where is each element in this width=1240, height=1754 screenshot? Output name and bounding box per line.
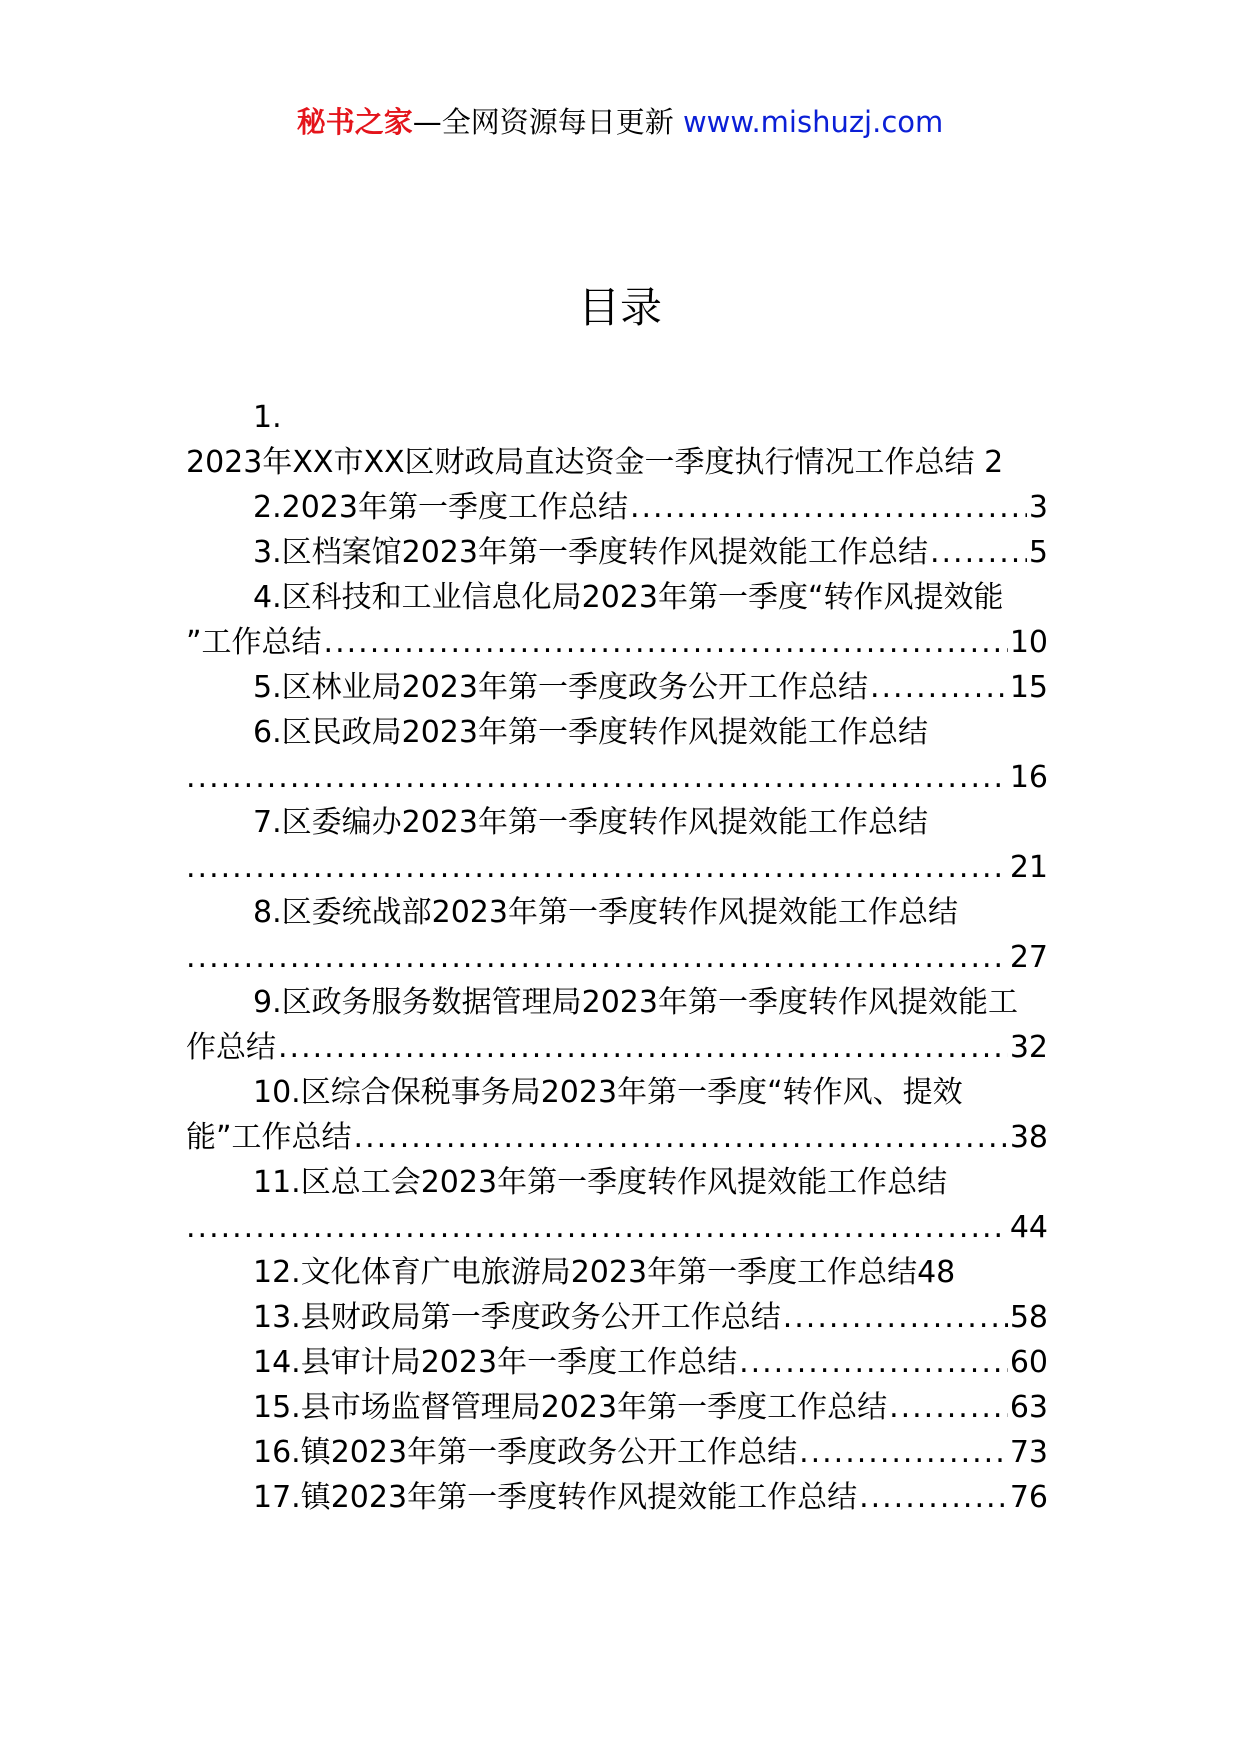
toc-entry-title-continued: ”工作总结 <box>186 625 322 660</box>
toc-leader-dots <box>859 1475 1008 1520</box>
toc-entry-line-2 <box>186 1205 1048 1250</box>
toc-entry-line-2 <box>186 935 1048 980</box>
toc-entry-title: 区林业局2023年第一季度政务公开工作总结 <box>281 670 868 705</box>
toc-entry-title: 区政务服务数据管理局2023年第一季度转作风提效能工 <box>281 985 1018 1020</box>
toc-entry-label: 8. <box>253 895 282 930</box>
toc-entry-8[interactable] <box>186 890 1048 980</box>
toc-entry-label: 2. <box>253 490 282 525</box>
toc-entry-label: 6. <box>253 715 282 750</box>
site-url-link[interactable]: www.mishuzj.com <box>682 105 944 139</box>
toc-entry-line-2 <box>186 1025 1048 1070</box>
toc-entry-14[interactable] <box>186 1340 1048 1385</box>
toc-entry-13[interactable] <box>186 1295 1048 1340</box>
toc-entry-label: 11. <box>253 1165 301 1200</box>
toc-entry-12[interactable] <box>186 1250 1048 1295</box>
toc-entry-page: 15 <box>1009 670 1048 705</box>
toc-leader-dots <box>739 1340 1008 1385</box>
toc-entry-page: 60 <box>1009 1345 1048 1380</box>
toc-entry-title: 2023年第一季度工作总结 <box>281 490 628 525</box>
toc-entry-title: 县市场监督管理局2023年第一季度工作总结 <box>300 1390 888 1425</box>
toc-entry-title: 县财政局第一季度政务公开工作总结 <box>300 1300 781 1335</box>
toc-entry-page: 27 <box>1009 940 1048 975</box>
toc-entry-label: 10. <box>253 1075 301 1110</box>
toc-entry-line-1 <box>186 800 1048 845</box>
toc-entry-line-1 <box>186 575 1048 620</box>
toc-entry-label: 15. <box>253 1390 301 1425</box>
toc-entry-title-continued: 能”工作总结 <box>186 1120 352 1155</box>
toc-entry-5[interactable] <box>186 665 1048 710</box>
site-header <box>0 100 1240 144</box>
toc-entry-line-1 <box>186 1070 1048 1115</box>
toc-entry-10[interactable] <box>186 1070 1048 1160</box>
toc-entry-title-continued: 作总结 <box>186 1030 276 1065</box>
toc-entry-page: 38 <box>1009 1120 1048 1155</box>
toc-entry-line-1 <box>186 980 1048 1025</box>
header-tagline: —全网资源每日更新 <box>412 105 674 139</box>
toc-entry-line-2 <box>186 620 1048 665</box>
toc-entry-title: 区总工会2023年第一季度转作风提效能工作总结 <box>300 1165 948 1200</box>
toc-leader-dots <box>870 665 1008 710</box>
toc-entry-label: 14. <box>253 1345 301 1380</box>
toc-entry-title: 2023年XX市XX区财政局直达资金一季度执行情况工作总结 <box>186 445 975 480</box>
toc-entry-title: 文化体育广电旅游局2023年第一季度工作总结 <box>300 1255 918 1290</box>
toc-leader-dots <box>186 1205 1008 1250</box>
toc-entry-page: 3 <box>1028 490 1048 525</box>
toc-entry-line-1 <box>186 1160 1048 1205</box>
toc-entry-page: 76 <box>1009 1480 1048 1515</box>
toc-entry-1[interactable] <box>186 395 1048 485</box>
toc-entry-page: 32 <box>1009 1030 1048 1065</box>
toc-entry-page: 10 <box>1009 625 1048 660</box>
toc-entry-label: 4. <box>253 580 282 615</box>
toc-entry-label: 5. <box>253 670 282 705</box>
toc-entry-page: 16 <box>1009 760 1048 795</box>
toc-entry-2[interactable] <box>186 485 1048 530</box>
toc-entry-label: 3. <box>253 535 282 570</box>
toc-leader-dots <box>930 530 1027 575</box>
toc-leader-dots <box>354 1115 1008 1160</box>
toc-entry-9[interactable] <box>186 980 1048 1070</box>
toc-entry-label: 13. <box>253 1300 301 1335</box>
toc-leader-dots <box>630 485 1027 530</box>
toc-entry-page: 48 <box>917 1255 956 1290</box>
toc-entry-label: 12. <box>253 1255 301 1290</box>
toc-leader-dots <box>186 845 1008 890</box>
toc-leader-dots <box>278 1025 1008 1070</box>
toc-entry-title: 镇2023年第一季度转作风提效能工作总结 <box>300 1480 858 1515</box>
toc-entry-label: 9. <box>253 985 282 1020</box>
toc-entry-page: 58 <box>1009 1300 1048 1335</box>
toc-entry-15[interactable] <box>186 1385 1048 1430</box>
toc-entry-title: 区科技和工业信息化局2023年第一季度“转作风提效能 <box>281 580 1004 615</box>
table-of-contents <box>186 395 1048 1520</box>
toc-leader-dots <box>324 620 1008 665</box>
toc-entry-title: 区委编办2023年第一季度转作风提效能工作总结 <box>281 805 928 840</box>
toc-entry-line-1 <box>186 890 1048 935</box>
toc-entry-16[interactable] <box>186 1430 1048 1475</box>
toc-entry-page: 21 <box>1009 850 1048 885</box>
toc-entry-page: 2 <box>984 445 1004 480</box>
brand-name: 秘书之家 <box>296 105 413 139</box>
toc-entry-page: 73 <box>1009 1435 1048 1470</box>
toc-entry-label: 1. <box>253 400 282 435</box>
toc-entry-title: 县审计局2023年一季度工作总结 <box>300 1345 738 1380</box>
toc-entry-label: 16. <box>253 1435 301 1470</box>
toc-entry-11[interactable] <box>186 1160 1048 1250</box>
toc-entry-label: 17. <box>253 1480 301 1515</box>
toc-leader-dots <box>783 1295 1008 1340</box>
toc-entry-page: 44 <box>1009 1210 1048 1245</box>
toc-entry-6[interactable] <box>186 710 1048 800</box>
toc-entry-title: 区民政局2023年第一季度转作风提效能工作总结 <box>281 715 928 750</box>
toc-entry-title: 区综合保税事务局2023年第一季度“转作风、提效 <box>300 1075 963 1110</box>
toc-leader-dots <box>186 935 1008 980</box>
toc-entry-page: 63 <box>1009 1390 1048 1425</box>
toc-entry-title: 区档案馆2023年第一季度转作风提效能工作总结 <box>281 535 928 570</box>
toc-entry-body <box>186 440 1048 485</box>
toc-leader-dots <box>889 1385 1008 1430</box>
toc-leader-dots <box>799 1430 1008 1475</box>
toc-entry-line-1 <box>186 710 1048 755</box>
toc-entry-title: 镇2023年第一季度政务公开工作总结 <box>300 1435 798 1470</box>
toc-entry-title: 区委统战部2023年第一季度转作风提效能工作总结 <box>281 895 958 930</box>
toc-entry-page: 5 <box>1028 535 1048 570</box>
toc-leader-dots <box>186 755 1008 800</box>
page-title: 目录 <box>577 283 662 332</box>
toc-entry-line-2 <box>186 845 1048 890</box>
toc-entry-3[interactable] <box>186 530 1048 575</box>
toc-entry-line-2 <box>186 755 1048 800</box>
toc-entry-line-2 <box>186 1115 1048 1160</box>
toc-entry-label: 7. <box>253 805 282 840</box>
toc-entry-7[interactable] <box>186 800 1048 890</box>
toc-entry-4[interactable] <box>186 575 1048 665</box>
toc-entry-17[interactable] <box>186 1475 1048 1520</box>
